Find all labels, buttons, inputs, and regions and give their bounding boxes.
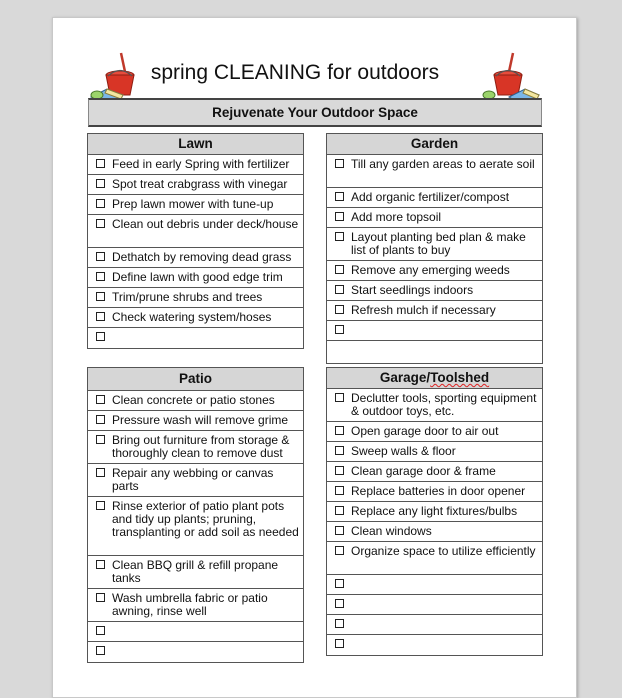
section-heading: Garden [327, 134, 542, 155]
checklist-item[interactable]: Trim/prune shrubs and trees [88, 288, 303, 308]
checklist-item[interactable]: Clean out debris under deck/house [88, 215, 303, 248]
section-heading: Lawn [88, 134, 303, 155]
checkbox-icon[interactable] [335, 466, 344, 475]
checklist-item[interactable]: Prep lawn mower with tune-up [88, 195, 303, 215]
checklist-item[interactable]: Open garage door to air out [327, 422, 542, 442]
checklist-item[interactable]: Till any garden areas to aerate soil [327, 155, 542, 188]
checkbox-icon[interactable] [335, 526, 344, 535]
checkbox-icon[interactable] [335, 325, 344, 334]
checklist-item-blank[interactable] [327, 615, 542, 635]
checklist-item[interactable]: Layout planting bed plan & make list of plants to buy [327, 228, 542, 261]
checklist-item[interactable]: Rinse exterior of patio plant pots and tidy up plants; pruning, transplanting or add soil as needed [88, 497, 303, 556]
checklist-item[interactable]: Start seedlings indoors [327, 281, 542, 301]
document-page [52, 17, 577, 698]
checklist-item[interactable]: Pressure wash will remove grime [88, 411, 303, 431]
checklist-item[interactable]: Feed in early Spring with fertilizer [88, 155, 303, 175]
checkbox-icon[interactable] [96, 435, 105, 444]
checklist-item[interactable]: Dethatch by removing dead grass [88, 248, 303, 268]
checklist-item[interactable]: Refresh mulch if necessary [327, 301, 542, 321]
checkbox-icon[interactable] [335, 285, 344, 294]
checkbox-icon[interactable] [335, 599, 344, 608]
checkbox-icon[interactable] [96, 159, 105, 168]
checkbox-icon[interactable] [335, 446, 344, 455]
checklist-item[interactable]: Clean concrete or patio stones [88, 391, 303, 411]
checklist-item[interactable]: Define lawn with good edge trim [88, 268, 303, 288]
checklist-item[interactable]: Clean garage door & frame [327, 462, 542, 482]
checkbox-icon[interactable] [335, 546, 344, 555]
section-heading: Patio [88, 368, 303, 391]
checklist-item[interactable]: Replace batteries in door opener [327, 482, 542, 502]
checklist-item-blank[interactable] [88, 642, 303, 662]
checkbox-icon[interactable] [335, 426, 344, 435]
checklist-item-blank[interactable] [327, 635, 542, 655]
checkbox-icon[interactable] [335, 192, 344, 201]
garden-section [326, 133, 543, 364]
checkbox-icon[interactable] [335, 305, 344, 314]
checkbox-icon[interactable] [96, 219, 105, 228]
checkbox-icon[interactable] [96, 415, 105, 424]
checkbox-icon[interactable] [96, 332, 105, 341]
lawn-section [87, 133, 304, 349]
checklist-item[interactable]: Remove any emerging weeds [327, 261, 542, 281]
checkbox-icon[interactable] [96, 179, 105, 188]
checklist-item-blank[interactable] [327, 575, 542, 595]
checklist-item[interactable]: Replace any light fixtures/bulbs [327, 502, 542, 522]
checklist-item-blank[interactable] [327, 595, 542, 615]
checkbox-icon[interactable] [335, 393, 344, 402]
checklist-item[interactable]: Add organic fertilizer/compost [327, 188, 542, 208]
checkbox-icon[interactable] [96, 312, 105, 321]
checklist-item-blank[interactable] [88, 328, 303, 348]
checkbox-icon[interactable] [96, 292, 105, 301]
checkbox-icon[interactable] [96, 395, 105, 404]
checklist-row-empty [327, 341, 542, 363]
checkbox-icon[interactable] [96, 626, 105, 635]
checkbox-icon[interactable] [335, 619, 344, 628]
checklist-item[interactable]: Repair any webbing or canvas parts [88, 464, 303, 497]
checklist-item-blank[interactable] [327, 321, 542, 341]
checkbox-icon[interactable] [96, 560, 105, 569]
checkbox-icon[interactable] [96, 593, 105, 602]
checklist-item[interactable]: Clean BBQ grill & refill propane tanks [88, 556, 303, 589]
checkbox-icon[interactable] [96, 468, 105, 477]
checkbox-icon[interactable] [96, 501, 105, 510]
checkbox-icon[interactable] [335, 639, 344, 648]
subtitle-banner: Rejuvenate Your Outdoor Space [88, 98, 542, 127]
page-title: spring CLEANING for outdoors [150, 61, 440, 84]
checkbox-icon[interactable] [96, 646, 105, 655]
section-heading: Garage/Toolshed [327, 368, 542, 389]
checkbox-icon[interactable] [96, 252, 105, 261]
checkbox-icon[interactable] [335, 212, 344, 221]
checkbox-icon[interactable] [335, 265, 344, 274]
patio-section [87, 367, 304, 663]
checklist-item[interactable]: Organize space to utilize efficiently [327, 542, 542, 575]
checklist-item[interactable]: Clean windows [327, 522, 542, 542]
checkbox-icon[interactable] [335, 159, 344, 168]
checkbox-icon[interactable] [96, 272, 105, 281]
checklist-item-blank[interactable] [88, 622, 303, 642]
checkbox-icon[interactable] [335, 579, 344, 588]
checklist-item[interactable]: Add more topsoil [327, 208, 542, 228]
checklist-item[interactable]: Wash umbrella fabric or patio awning, rinse well [88, 589, 303, 622]
checkbox-icon[interactable] [335, 486, 344, 495]
checkbox-icon[interactable] [335, 232, 344, 241]
checkbox-icon[interactable] [96, 199, 105, 208]
checklist-item[interactable]: Declutter tools, sporting equipment & outdoor toys, etc. [327, 389, 542, 422]
checklist-item[interactable]: Check watering system/hoses [88, 308, 303, 328]
garage-toolshed-section [326, 367, 543, 656]
checklist-item[interactable]: Bring out furniture from storage & thoroughly clean to remove dust [88, 431, 303, 464]
checkbox-icon[interactable] [335, 506, 344, 515]
checklist-item[interactable]: Sweep walls & floor [327, 442, 542, 462]
checklist-item[interactable]: Spot treat crabgrass with vinegar [88, 175, 303, 195]
